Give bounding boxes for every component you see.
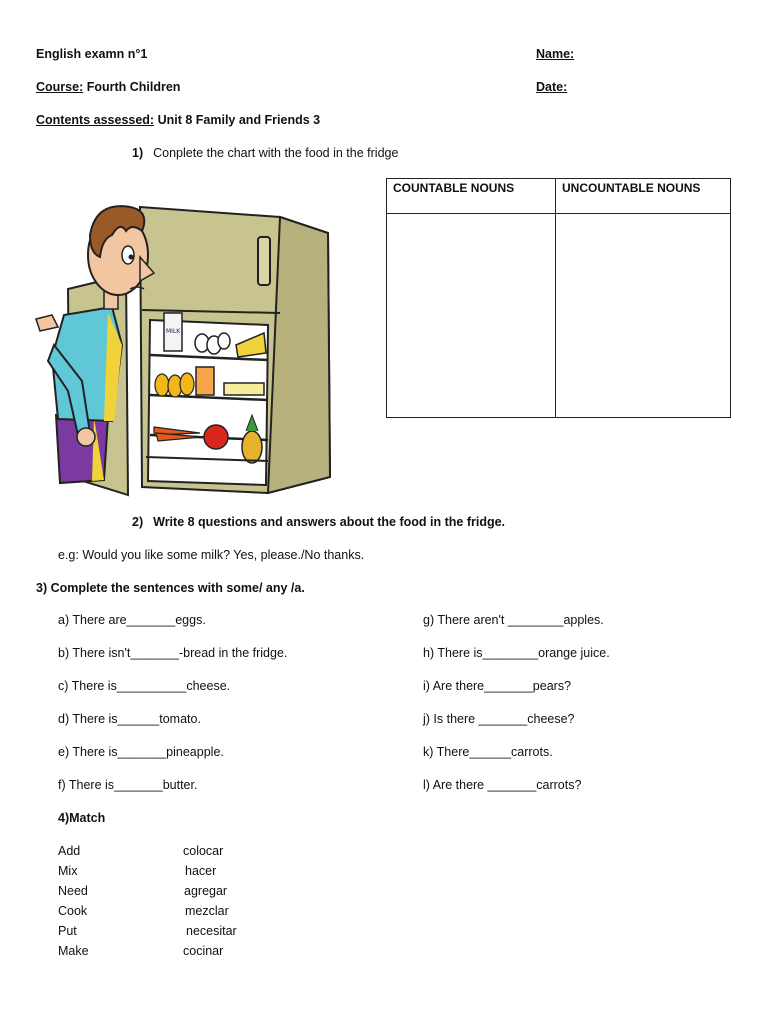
q3-item-d: d) There is______tomato. bbox=[58, 712, 201, 726]
q4-heading: 4)Match bbox=[58, 811, 106, 825]
uncountable-header: UNCOUNTABLE NOUNS bbox=[556, 179, 731, 214]
course-label: Course: bbox=[36, 80, 84, 94]
q3-item-b: b) There isn't_______-bread in the fridge. bbox=[58, 646, 288, 660]
q3-item-k: k) There______carrots. bbox=[423, 745, 553, 759]
name-label: Name: bbox=[536, 47, 575, 61]
q3-item-e: e) There is_______pineapple. bbox=[58, 745, 224, 759]
match-spanish-6: cocinar bbox=[183, 944, 224, 958]
milk-label: MILK bbox=[166, 328, 181, 335]
contents-line bbox=[36, 113, 320, 127]
q3-heading: 3) Complete the sentences with some/ any /a. bbox=[36, 581, 305, 595]
match-spanish-5: necesitar bbox=[186, 924, 237, 938]
match-english-3: Need bbox=[58, 884, 88, 898]
q2-number: 2) bbox=[132, 515, 144, 529]
match-english-1: Add bbox=[58, 844, 81, 858]
course-value: Fourth Children bbox=[83, 80, 181, 94]
q2-example: e.g: Would you like some milk? Yes, please./No thanks. bbox=[58, 548, 365, 562]
match-english-2: Mix bbox=[58, 864, 78, 878]
countable-cell[interactable] bbox=[387, 214, 556, 418]
contents-value: Unit 8 Family and Friends 3 bbox=[154, 113, 321, 127]
q3-item-i: i) Are there_______pears? bbox=[423, 679, 572, 693]
q3-item-l: l) Are there _______carrots? bbox=[423, 778, 582, 792]
course-line bbox=[36, 80, 180, 94]
q3-item-c: c) There is__________cheese. bbox=[58, 679, 231, 693]
match-spanish-4: mezclar bbox=[185, 904, 229, 918]
uncountable-cell[interactable] bbox=[556, 214, 731, 418]
q3-item-h: h) There is________orange juice. bbox=[423, 646, 610, 660]
q3-item-j: j) Is there _______cheese? bbox=[423, 712, 575, 726]
match-spanish-2: hacer bbox=[185, 864, 217, 878]
fridge-illustration bbox=[30, 195, 340, 500]
nouns-chart bbox=[386, 178, 731, 418]
exam-title: English examn n°1 bbox=[36, 47, 148, 61]
date-label: Date: bbox=[536, 80, 568, 94]
match-spanish-3: agregar bbox=[184, 884, 228, 898]
q2-text: Write 8 questions and answers about the food in the fridge. bbox=[153, 515, 506, 529]
match-english-4: Cook bbox=[58, 904, 88, 918]
q1-text: Conplete the chart with the food in the fridge bbox=[153, 146, 399, 160]
match-english-6: Make bbox=[58, 944, 89, 958]
q3-item-a: a) There are_______eggs. bbox=[58, 613, 206, 627]
match-spanish-1: colocar bbox=[183, 844, 224, 858]
q1-number: 1) bbox=[132, 146, 144, 160]
contents-label: Contents assessed: bbox=[36, 113, 155, 127]
match-english-5: Put bbox=[58, 924, 77, 938]
q3-item-f: f) There is_______butter. bbox=[58, 778, 198, 792]
question-2 bbox=[132, 515, 505, 529]
q3-item-g: g) There aren't ________apples. bbox=[423, 613, 604, 627]
countable-header: COUNTABLE NOUNS bbox=[387, 179, 556, 214]
question-1 bbox=[132, 146, 398, 160]
